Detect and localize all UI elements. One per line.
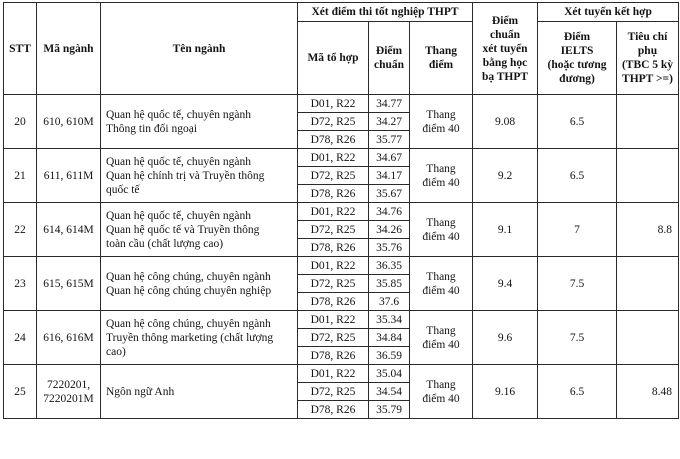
- diem-chuan-cell: 37.6: [369, 293, 410, 311]
- ma-nganh-cell: [37, 365, 101, 419]
- stt-cell: 20: [4, 95, 37, 149]
- hoc-ba-cell: 9.2: [473, 149, 538, 203]
- ma-to-hop-cell: D01, R22: [298, 203, 369, 221]
- diem-chuan-cell: 36.59: [369, 347, 410, 365]
- ielts-cell: 7.5: [538, 311, 617, 365]
- ten-nganh-cell: [101, 365, 298, 419]
- table-row: [4, 95, 679, 113]
- ma-to-hop-cell: D78, R26: [298, 293, 369, 311]
- hoc-ba-cell: 9.08: [473, 95, 538, 149]
- hoc-ba-cell: 9.6: [473, 311, 538, 365]
- header-thpt-group: Xét điểm thi tốt nghiệp THPT: [298, 3, 473, 22]
- diem-chuan-cell: 34.76: [369, 203, 410, 221]
- diem-chuan-cell: 34.67: [369, 149, 410, 167]
- thang-diem-line: Thang: [426, 378, 456, 391]
- ten-nganh-line: toàn cầu (chất lượng cao): [106, 237, 224, 250]
- ten-nganh-line: Quan hệ quốc tế, chuyên ngành: [106, 209, 251, 222]
- ten-nganh-line: Quan hệ công chúng, chuyên ngành: [106, 270, 271, 283]
- diem-chuan-cell: 35.85: [369, 275, 410, 293]
- header-thang-diem: Thang điểm: [410, 22, 473, 95]
- table-body: [4, 95, 679, 419]
- diem-chuan-cell: 35.77: [369, 131, 410, 149]
- admission-score-document: [3, 2, 679, 419]
- ielts-cell: 6.5: [538, 365, 617, 419]
- ma-to-hop-cell: D01, R22: [298, 311, 369, 329]
- diem-chuan-cell: 34.17: [369, 167, 410, 185]
- ma-to-hop-cell: D72, R25: [298, 167, 369, 185]
- header-ma-nganh: Mã ngành: [37, 3, 101, 95]
- ma-to-hop-cell: D78, R26: [298, 239, 369, 257]
- ma-nganh-line: 615, 615M: [43, 277, 94, 290]
- ten-nganh-cell: [101, 149, 298, 203]
- ma-to-hop-cell: D72, R25: [298, 329, 369, 347]
- table-row: [4, 149, 679, 167]
- diem-chuan-cell: 35.67: [369, 185, 410, 203]
- ten-nganh-line: Quan hệ công chúng, chuyên ngành: [106, 317, 271, 330]
- ma-to-hop-cell: D72, R25: [298, 113, 369, 131]
- thang-diem-line: điểm 40: [422, 392, 460, 405]
- thang-diem-cell: [410, 365, 473, 419]
- thang-diem-cell: [410, 311, 473, 365]
- ielts-cell: 6.5: [538, 149, 617, 203]
- tieu-chi-phu-cell: [617, 257, 679, 311]
- diem-chuan-cell: 36.35: [369, 257, 410, 275]
- ma-nganh-line: 610, 610M: [43, 115, 94, 128]
- ma-nganh-cell: [37, 203, 101, 257]
- hoc-ba-cell: 9.16: [473, 365, 538, 419]
- thang-diem-line: Thang: [426, 108, 456, 121]
- tieu-chi-phu-cell: 8.8: [617, 203, 679, 257]
- ten-nganh-line: quốc tế: [106, 183, 140, 196]
- hoc-ba-cell: 9.4: [473, 257, 538, 311]
- diem-chuan-cell: 34.26: [369, 221, 410, 239]
- ma-to-hop-cell: D72, R25: [298, 221, 369, 239]
- ten-nganh-cell: [101, 95, 298, 149]
- ielts-cell: 7: [538, 203, 617, 257]
- header-tieu-chi-phu: Tiêu chí phụ (TBC 5 kỳ THPT >=): [617, 22, 679, 95]
- diem-chuan-cell: 35.04: [369, 365, 410, 383]
- ten-nganh-line: Quan hệ quốc tế, chuyên ngành: [106, 108, 251, 121]
- stt-cell: 25: [4, 365, 37, 419]
- ten-nganh-line: Truyền thông marketing (chất lượng: [106, 331, 274, 344]
- header-ma-to-hop: Mã tổ hợp: [298, 22, 369, 95]
- stt-cell: 22: [4, 203, 37, 257]
- ma-to-hop-cell: D01, R22: [298, 149, 369, 167]
- ma-to-hop-cell: D01, R22: [298, 365, 369, 383]
- ten-nganh-line: Quan hệ công chúng chuyên nghiệp: [106, 284, 272, 297]
- ma-to-hop-cell: D78, R26: [298, 401, 369, 419]
- ten-nganh-cell: [101, 257, 298, 311]
- ma-nganh-line: 614, 614M: [43, 223, 94, 236]
- table-row: [4, 203, 679, 221]
- ma-nganh-cell: [37, 149, 101, 203]
- ma-to-hop-cell: D01, R22: [298, 95, 369, 113]
- table-row: [4, 365, 679, 383]
- table-row: [4, 257, 679, 275]
- tieu-chi-phu-cell: 8.48: [617, 365, 679, 419]
- header-ielts: Điểm IELTS (hoặc tương đương): [538, 22, 617, 95]
- table-header: [4, 3, 679, 95]
- thang-diem-line: điểm 40: [422, 176, 460, 189]
- ten-nganh-line: cao): [106, 345, 126, 358]
- header-ten-nganh: Tên ngành: [101, 3, 298, 95]
- diem-chuan-cell: 34.27: [369, 113, 410, 131]
- thang-diem-line: Thang: [426, 162, 456, 175]
- ma-nganh-line: 616, 616M: [43, 331, 94, 344]
- thang-diem-line: Thang: [426, 216, 456, 229]
- ma-nganh-line: 7220201,: [46, 378, 91, 391]
- thang-diem-line: điểm 40: [422, 122, 460, 135]
- stt-cell: 21: [4, 149, 37, 203]
- admission-score-table: [3, 2, 679, 419]
- ma-to-hop-cell: D78, R26: [298, 131, 369, 149]
- thang-diem-line: Thang: [426, 270, 456, 283]
- tieu-chi-phu-cell: [617, 149, 679, 203]
- ten-nganh-line: Thông tin đối ngoại: [106, 122, 198, 135]
- ten-nganh-line: Ngôn ngữ Anh: [106, 385, 175, 398]
- diem-chuan-cell: 35.34: [369, 311, 410, 329]
- ma-to-hop-cell: D72, R25: [298, 275, 369, 293]
- header-diem-chuan: Điểm chuẩn: [369, 22, 410, 95]
- ten-nganh-line: Quan hệ quốc tế, chuyên ngành: [106, 155, 251, 168]
- diem-chuan-cell: 34.77: [369, 95, 410, 113]
- tieu-chi-phu-cell: [617, 95, 679, 149]
- ma-to-hop-cell: D01, R22: [298, 257, 369, 275]
- thang-diem-cell: [410, 149, 473, 203]
- header-ket-hop-group: Xét tuyển kết hợp: [538, 3, 679, 22]
- thang-diem-cell: [410, 95, 473, 149]
- ma-nganh-line: 611, 611M: [43, 169, 94, 182]
- ma-to-hop-cell: D78, R26: [298, 185, 369, 203]
- table-row: [4, 311, 679, 329]
- tieu-chi-phu-cell: [617, 311, 679, 365]
- header-hoc-ba: Điểm chuẩn xét tuyển bằng học bạ THPT: [473, 3, 538, 95]
- ielts-cell: 6.5: [538, 95, 617, 149]
- header-stt: STT: [4, 3, 37, 95]
- stt-cell: 23: [4, 257, 37, 311]
- hoc-ba-cell: 9.1: [473, 203, 538, 257]
- thang-diem-line: điểm 40: [422, 284, 460, 297]
- diem-chuan-cell: 35.79: [369, 401, 410, 419]
- ma-to-hop-cell: D78, R26: [298, 347, 369, 365]
- ma-nganh-cell: [37, 257, 101, 311]
- ten-nganh-cell: [101, 311, 298, 365]
- ten-nganh-cell: [101, 203, 298, 257]
- thang-diem-cell: [410, 257, 473, 311]
- thang-diem-cell: [410, 203, 473, 257]
- diem-chuan-cell: 35.76: [369, 239, 410, 257]
- thang-diem-line: Thang: [426, 324, 456, 337]
- ma-nganh-cell: [37, 311, 101, 365]
- diem-chuan-cell: 34.54: [369, 383, 410, 401]
- stt-cell: 24: [4, 311, 37, 365]
- ma-nganh-line: 7220201M: [43, 392, 94, 405]
- ielts-cell: 7.5: [538, 257, 617, 311]
- thang-diem-line: điểm 40: [422, 338, 460, 351]
- ma-nganh-cell: [37, 95, 101, 149]
- ten-nganh-line: Quan hệ chính trị và Truyền thông: [106, 169, 265, 182]
- ma-to-hop-cell: D72, R25: [298, 383, 369, 401]
- thang-diem-line: điểm 40: [422, 230, 460, 243]
- diem-chuan-cell: 34.84: [369, 329, 410, 347]
- ten-nganh-line: Quan hệ quốc tế và Truyền thông: [106, 223, 260, 236]
